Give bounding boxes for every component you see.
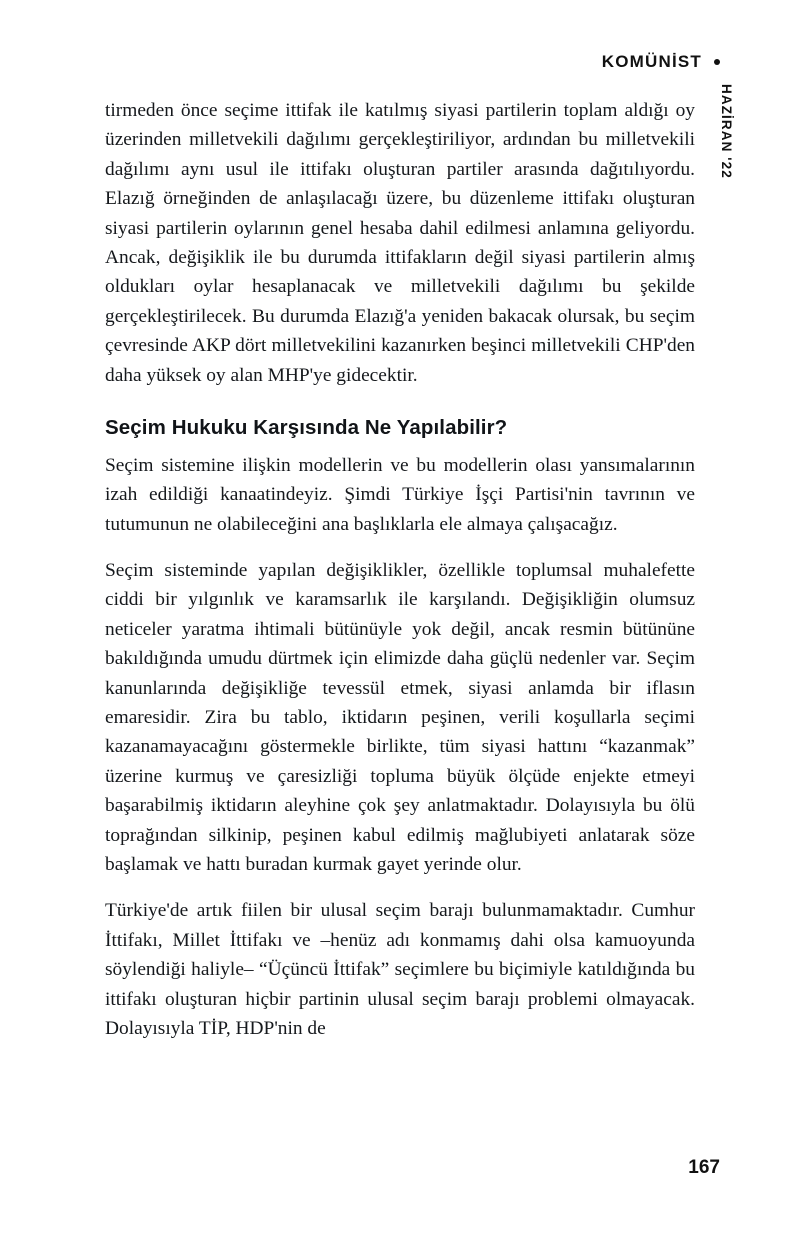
paragraph: Türkiye'de artık fiilen bir ulusal seçim barajı bulunmamaktadır. Cumhur İttifakı, Millet İttifakı ve –henüz adı konmamış dahi olsa kamuoyunda söylendiği haliyle– “Üçüncü İttifak” seçimlere bu biçimiyle katıldığında bu ittifakı oluşturan hiçbir partinin ulusal seçim barajı problemi olmayacak. Dolayısıyla TİP, HDP'nin de	[105, 900, 695, 1039]
paragraph: Seçim sistemine ilişkin modellerin ve bu modellerin olası yansımalarının izah edildiği kanaatindeyiz. Şimdi Türkiye İşçi Partisi'nin tavrının ve tutumunun ne olabileceğini ana başlıklarla ele almaya çalışacağız.	[105, 454, 695, 535]
page-content	[105, 96, 695, 1043]
page-header	[602, 52, 720, 72]
page-number: 167	[688, 1157, 720, 1178]
publication-title: KOMÜNİST	[601, 52, 702, 71]
section-heading: Seçim Hukuku Karşısında Ne Yapılabilir?	[105, 415, 508, 439]
paragraph: tirmeden önce seçime ittifak ile katılmış siyasi partilerin toplam aldığı oy üzerinden milletvekili dağılımı gerçekleştiriliyor, ardından bu milletvekili dağılımı aynı usul ile ittifakı oluşturan partiler arasında dağıtılıyordu. Elazığ örneğinden de anlaşılacağı üzere, bu düzenleme ittifakı oluşturan siyasi partilerin oylarının genel hesaba dahil edilmesi anlamına geliyordu. Ancak, değişiklik ile bu durumda ittifakların değil siyasi partilerin almış oldukları oylar hesaplanacak ve milletvekili dağılımı bu şekilde gerçekleştirilecek. Bu durumda Elazığ'a yeniden bakacak olursak, bu seçim çevresinde AKP dört milletvekilini kazanırken beşinci milletvekili CHP'den daha yüksek oy alan MHP'ye gidecektir.	[105, 100, 695, 386]
paragraph: Seçim sisteminde yapılan değişiklikler, özellikle toplumsal muhalefette ciddi bir yılgınlık ve karamsarlık ile karşılandı. Değişikliğin olumsuz neticeler yaratma ihtimali bütünüyle yok değil, ancak resmin bütününe bakıldığında umudu dürtmek için elimizde daha güçlü nedenler var. Seçim kanunlarında değişikliğe tevessül etmek, siyasi anlamda bir iflasın emaresidir. Zira bu tablo, iktidarın peşinen, verili koşullarla seçimi kazanamayacağını göstermekle birlikte, tüm siyasi hattını “kazanmak” üzerine kurmuş ve çaresizliği topluma büyük ölçüde enjekte etmeyi başarabilmiş iktidarın aleyhine çok şey anlatmaktadır. Dolayısıyla bu ölü toprağından silkinip, peşinen kabul edilmiş mağlubiyeti anlatarak söze başlamak ve hattı buradan kurmak gayet yerinde olur.	[105, 560, 695, 875]
header-dot-icon	[714, 59, 720, 65]
issue-date: HAZİRAN '22	[719, 84, 734, 179]
